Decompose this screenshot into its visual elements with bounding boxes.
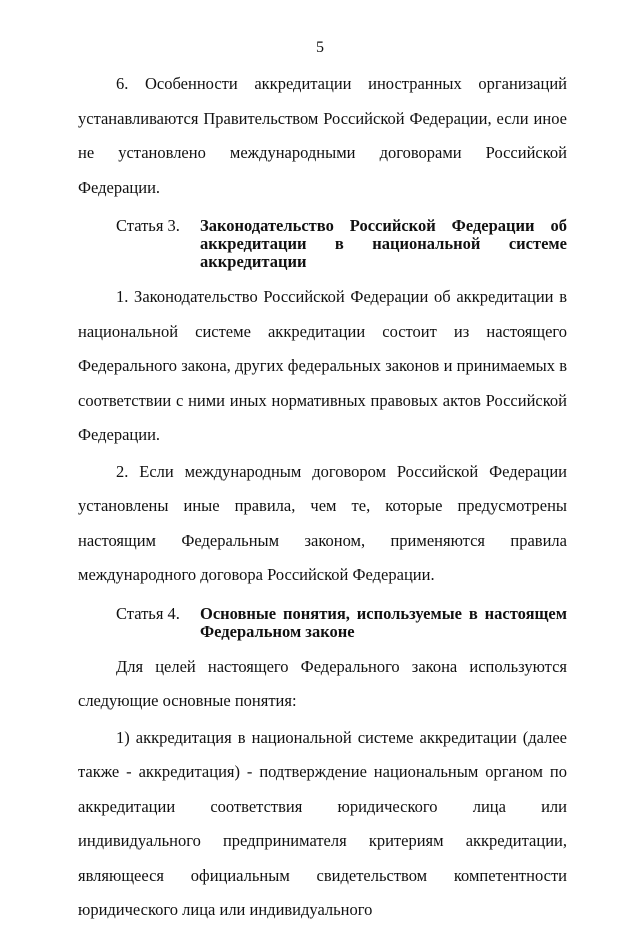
article-3-heading: [78, 209, 567, 271]
document-body: [78, 67, 567, 930]
article-3-paragraph-1: 1. Законодательство Российской Федерации об аккредитации в национальной системе аккредитации состоит из настоящего Федерального закона, других федеральных законов и принимаемых в соответствии с ними иных нормативных правовых актов Российской Федерации.: [78, 287, 567, 444]
page-number: 5: [316, 39, 324, 56]
article-3-title: Законодательство Российской Федерации об аккредитации в национальной системе аккредитации: [200, 216, 567, 271]
article-3-label: Статья 3.: [116, 216, 180, 235]
article-4-label: Статья 4.: [116, 603, 180, 623]
article-4-intro-paragraph: Для целей настоящего Федерального закона используются следующие основные понятия:: [78, 656, 567, 710]
article-4-definition-1: 1) аккредитация в национальной системе аккредитации (далее также - аккредитация) - подтверждение национальным органом по аккредитации соответствия юридического лица или индивидуального предпринимателя критериям аккредитации, являющееся официальным свидетельством компетентности юридического лица или индивидуального: [78, 727, 567, 919]
article-4-heading: [78, 597, 567, 641]
article-4-title: Основные понятия, используемые в настоящем Федеральном законе: [200, 603, 567, 641]
paragraph-accreditation-foreign-orgs: 6. Особенности аккредитации иностранных организаций устанавливаются Правительством Российской Федерации, если иное не установлено международными договорами Российской Федерации.: [78, 74, 567, 197]
article-3-paragraph-2: 2. Если международным договором Российской Федерации установлены иные правила, чем те, которые предусмотрены настоящим Федеральным законом, применяются правила международного договора Российской Федерации.: [78, 461, 567, 584]
